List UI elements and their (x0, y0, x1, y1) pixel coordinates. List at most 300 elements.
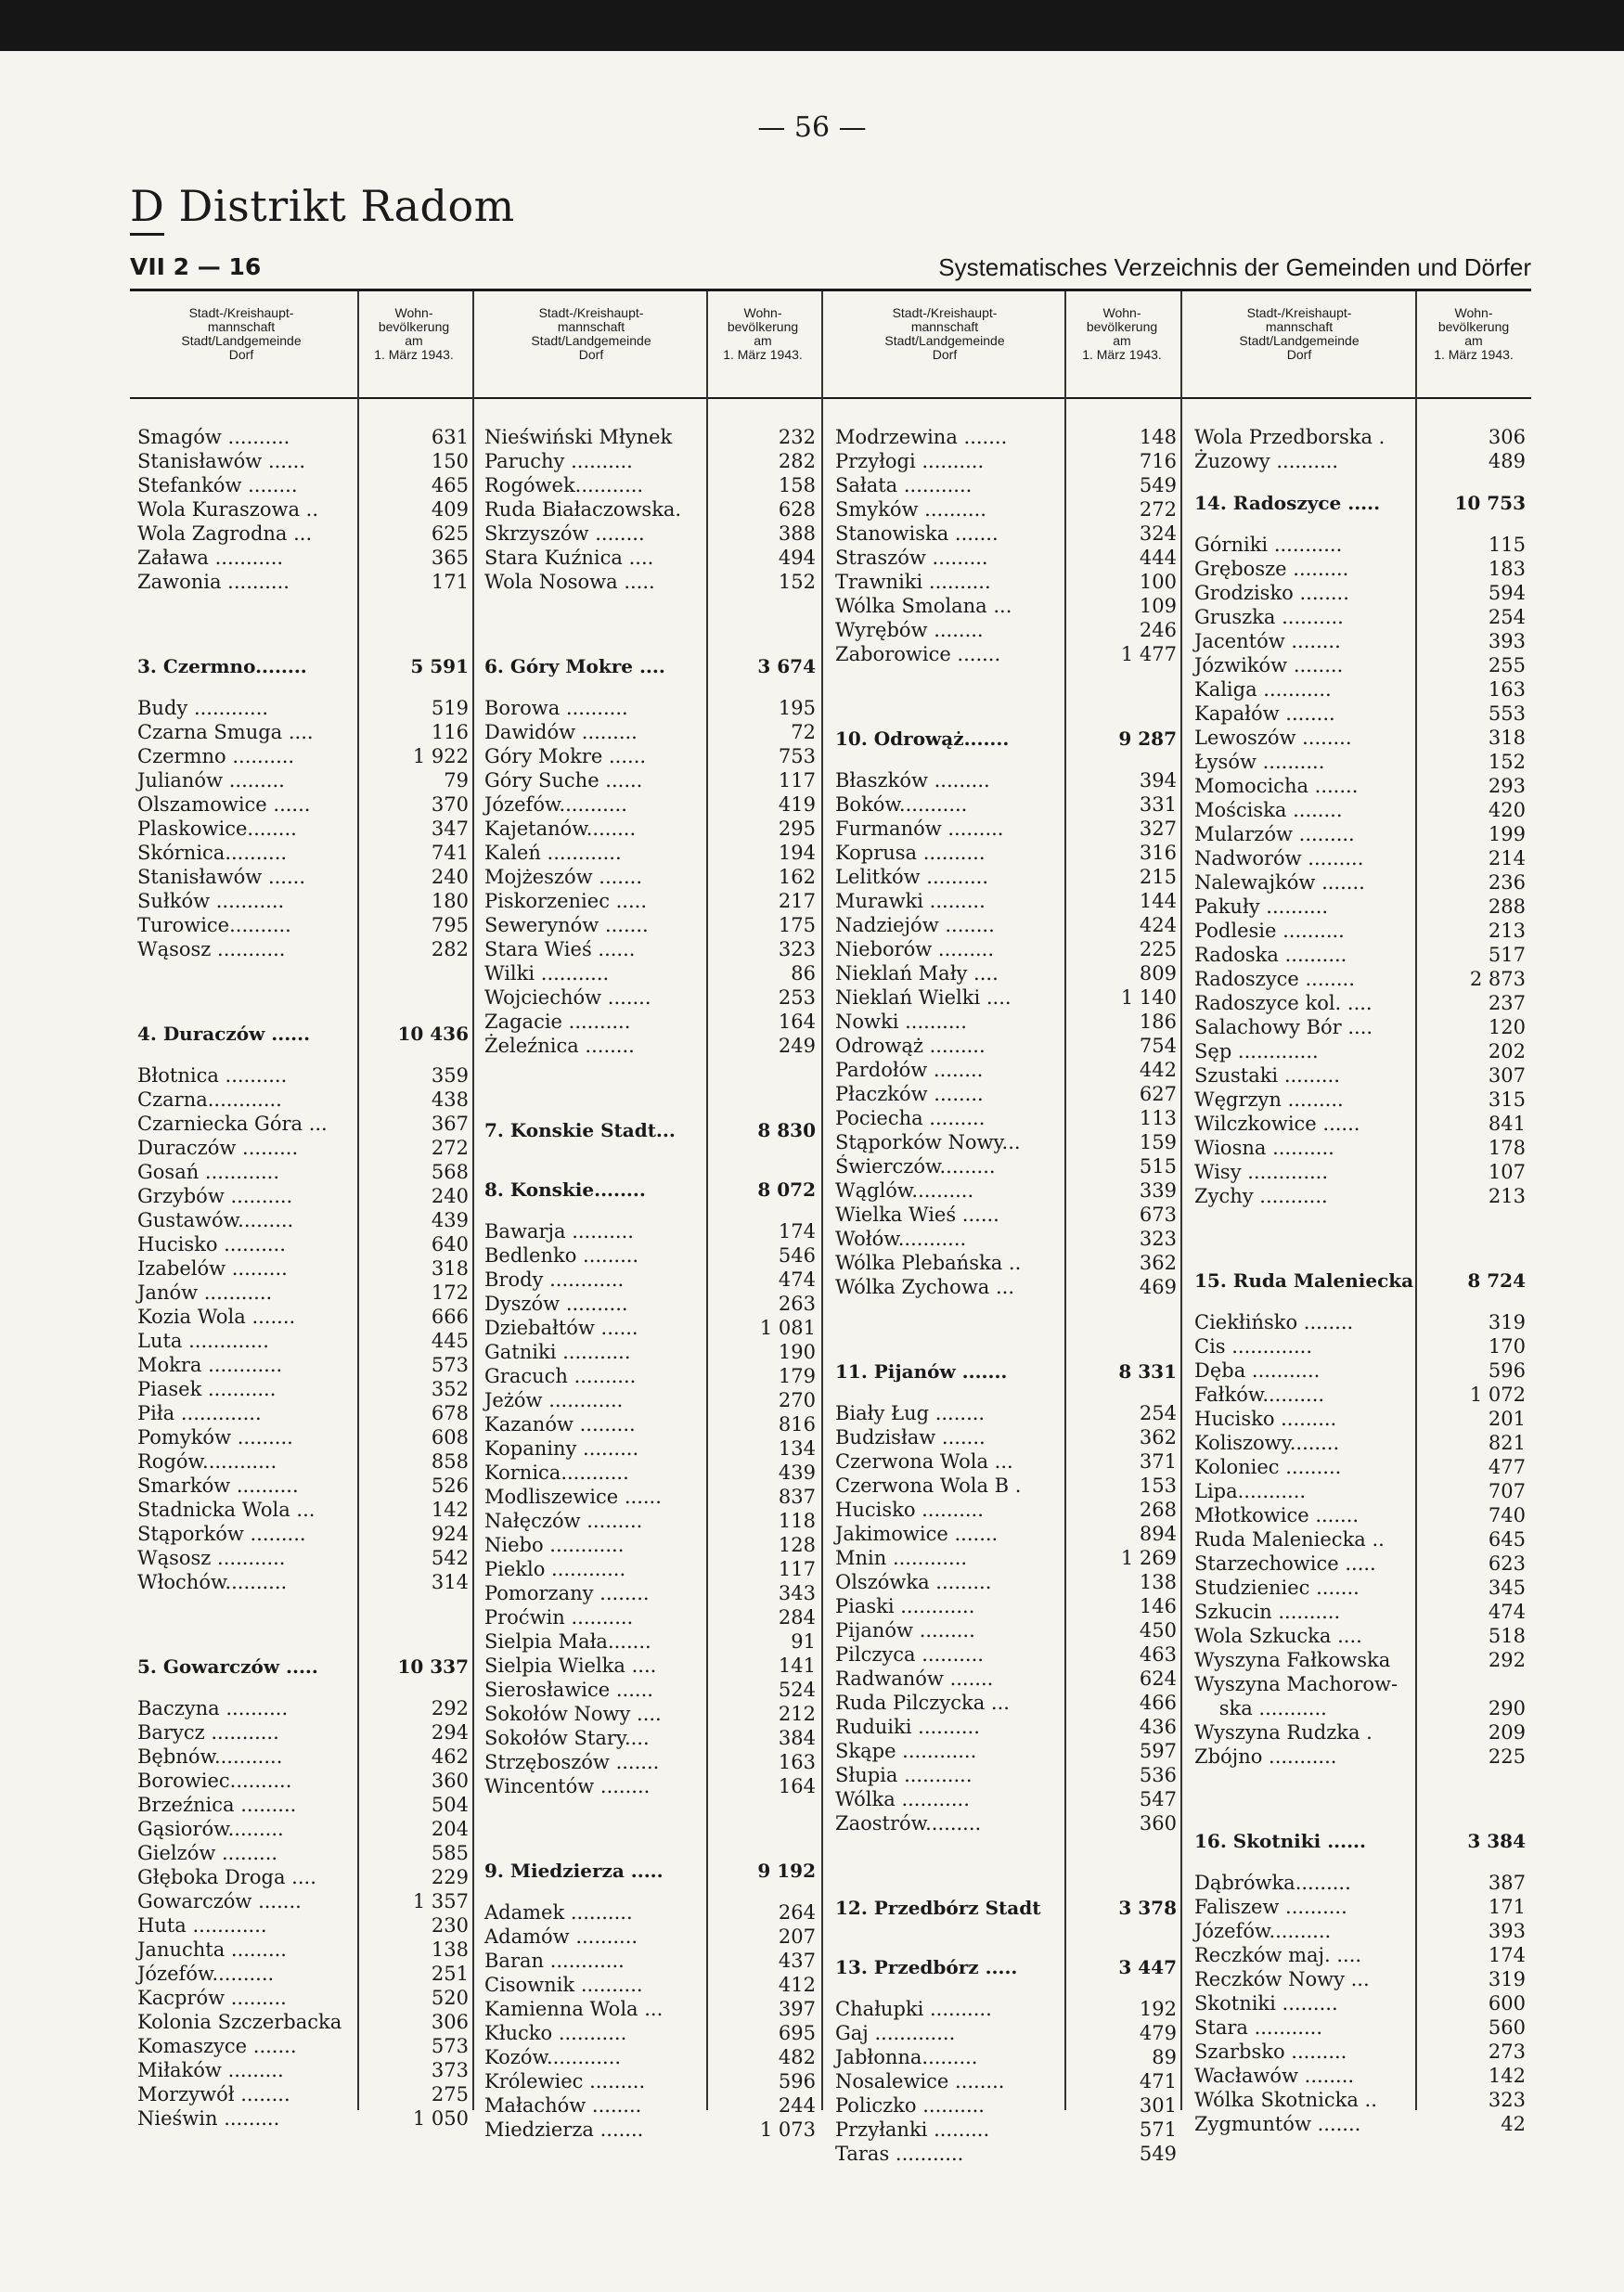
dorf-row (1194, 1358, 1526, 1383)
place-name: Wąsosz ........... (137, 938, 286, 960)
dorf-row (137, 1281, 469, 1305)
place-name: Furmanów ......... (835, 818, 1004, 840)
dorf-row (1194, 1720, 1526, 1745)
place-name: Zaborowice ....... (835, 643, 1001, 665)
dorf-row (484, 1436, 816, 1461)
place-name: Kapałów ........ (1194, 702, 1335, 725)
population-value: 624 (1139, 1667, 1177, 1690)
population-value: 213 (1488, 1185, 1526, 1207)
place-name: Sęp ............. (1194, 1040, 1319, 1062)
place-name: Czarna............ (137, 1088, 282, 1111)
dorf-row (835, 1667, 1177, 1691)
dorf-row (484, 1243, 816, 1268)
dorf-row (1194, 1136, 1526, 1160)
dorf-row (1194, 1479, 1526, 1503)
population-value: 359 (431, 1064, 469, 1087)
population-value: 275 (431, 2083, 469, 2105)
population-value: 479 (1139, 2022, 1177, 2044)
population-value: 150 (431, 450, 469, 472)
population-value: 162 (778, 866, 816, 888)
place-name: Wólka ........... (835, 1788, 970, 1810)
place-name: Wisy ............. (1194, 1161, 1329, 1183)
row-spacer (835, 1835, 1177, 1878)
dorf-row (1194, 1431, 1526, 1455)
place-name: Górniki ........... (1194, 534, 1343, 556)
place-name: Gaj ............. (835, 2022, 956, 2044)
dorf-row (835, 473, 1177, 497)
dorf-row (835, 889, 1177, 913)
population-value: 8 072 (757, 1178, 816, 1201)
place-name: Stąporków Nowy... (835, 1131, 1021, 1153)
dorf-row (835, 1570, 1177, 1594)
place-name: Olszówka ......... (835, 1571, 992, 1593)
place-name: Stanisławów ...... (137, 450, 306, 472)
dorf-row (1194, 991, 1526, 1015)
dorf-row (835, 1642, 1177, 1667)
dorf-row (137, 1088, 469, 1112)
place-name: Żuzowy .......... (1194, 450, 1339, 472)
dorf-row (835, 1251, 1177, 1275)
place-name: Józwików ........ (1194, 654, 1344, 676)
place-name: Wyszyna Fałkowska (1194, 1649, 1391, 1671)
population-value: 171 (431, 571, 469, 593)
dorf-row (484, 937, 816, 961)
place-name: Piła ............. (137, 1402, 262, 1424)
population-value: 9 287 (1118, 728, 1177, 750)
dorf-row (484, 792, 816, 817)
population-value: 753 (778, 745, 816, 767)
place-name: Niebo ............ (484, 1534, 625, 1556)
dorf-row (137, 913, 469, 937)
dorf-row (137, 1498, 469, 1522)
place-name: Radoszyce ........ (1194, 968, 1355, 990)
dorf-row (1194, 1063, 1526, 1088)
place-name: Adamów .......... (484, 1925, 638, 1948)
population-value: 307 (1488, 1064, 1526, 1087)
population-value: 367 (431, 1113, 469, 1135)
population-value: 107 (1488, 1161, 1526, 1183)
population-value: 3 447 (1118, 1956, 1177, 1978)
place-name: Reczków maj. .... (1194, 1944, 1362, 1966)
place-name: Radoska .......... (1194, 944, 1347, 966)
dorf-row (1194, 1991, 1526, 2015)
dorf-row (1194, 1088, 1526, 1112)
dorf-row (1194, 1310, 1526, 1334)
dorf-row (137, 1745, 469, 1769)
population-value: 240 (431, 1185, 469, 1207)
dorf-row (1194, 967, 1526, 991)
place-name: Wólka Skotnicka .. (1194, 2089, 1377, 2111)
population-value: 439 (778, 1461, 816, 1484)
place-name: Góry Suche ...... (484, 769, 643, 792)
population-value: 754 (1139, 1035, 1177, 1057)
place-name: Dawidów ......... (484, 721, 638, 743)
place-name: 5. Gowarczów ..... (137, 1655, 318, 1678)
dorf-row (484, 1629, 816, 1654)
dorf-row (1194, 702, 1526, 726)
population-value: 546 (778, 1244, 816, 1267)
place-name: Borowiec.......... (137, 1770, 292, 1792)
dorf-row (835, 2069, 1177, 2093)
population-value: 471 (1139, 2070, 1177, 2092)
dorf-row (137, 1913, 469, 1938)
population-value: 837 (778, 1486, 816, 1508)
place-name: Rogówek........... (484, 474, 644, 496)
dorf-row (835, 2093, 1177, 2118)
place-name: Stara Wieś ...... (484, 938, 636, 960)
population-value: 463 (1139, 1643, 1177, 1666)
population-value: 42 (1501, 2113, 1526, 2135)
dorf-row (484, 570, 816, 594)
dorf-row (1194, 1527, 1526, 1552)
dorf-row (835, 1997, 1177, 2021)
row-spacer (1194, 1769, 1526, 1811)
dorf-row (484, 1010, 816, 1034)
place-name: Hucisko .......... (835, 1499, 984, 1521)
population-value: 707 (1488, 1480, 1526, 1502)
dorf-row (137, 937, 469, 961)
population-value: 183 (1488, 558, 1526, 580)
dorf-row (1194, 726, 1526, 750)
place-name: Sielpia Mała....... (484, 1630, 651, 1653)
place-name: Jabłonna......... (835, 2046, 978, 2068)
place-name: Łysów .......... (1194, 751, 1325, 773)
dorf-row (484, 497, 816, 521)
dorf-row (1194, 1112, 1526, 1136)
header-place-4: Stadt-/Kreishaupt- mannschaft Stadt/Landgemeinde Dorf (1239, 305, 1360, 362)
dorf-row (835, 1474, 1177, 1498)
entry-column-4 (1194, 425, 1526, 2136)
population-value: 202 (1488, 1040, 1526, 1062)
place-name: Olszamowice ...... (137, 793, 311, 816)
population-value: 526 (431, 1474, 469, 1497)
dorf-row (835, 449, 1177, 473)
population-value: 117 (778, 1558, 816, 1580)
dorf-row (835, 1178, 1177, 1203)
dorf-row (137, 1184, 469, 1208)
place-name: Hucisko .......... (137, 1233, 286, 1255)
row-spacer (835, 1299, 1177, 1342)
population-value: 412 (778, 1974, 816, 1996)
place-name: Reczków Nowy ... (1194, 1968, 1370, 1990)
population-value: 362 (1139, 1426, 1177, 1449)
dorf-row (137, 546, 469, 570)
dorf-row (1194, 1160, 1526, 1184)
dorf-row (484, 961, 816, 985)
dorf-row (137, 1305, 469, 1329)
population-value: 388 (778, 522, 816, 545)
dorf-row (137, 1474, 469, 1498)
dorf-row (835, 937, 1177, 961)
dorf-row (1194, 533, 1526, 557)
population-value: 482 (778, 2046, 816, 2068)
gemeinde-row (484, 1101, 816, 1160)
place-name: Wólka Zychowa ... (835, 1276, 1015, 1298)
population-value: 282 (778, 450, 816, 472)
dorf-row (137, 497, 469, 521)
dorf-row (1194, 2088, 1526, 2112)
dorf-row (835, 2021, 1177, 2045)
row-spacer (137, 1594, 469, 1637)
dorf-row (1194, 1552, 1526, 1576)
place-name: Stąporków ......... (137, 1523, 306, 1545)
population-value: 207 (778, 1925, 816, 1948)
population-value: 360 (431, 1770, 469, 1792)
dorf-row (1194, 449, 1526, 473)
population-value: 295 (778, 818, 816, 840)
dorf-row (1194, 1576, 1526, 1600)
population-value: 288 (1488, 895, 1526, 918)
population-value: 466 (1139, 1692, 1177, 1714)
dorf-row (835, 1425, 1177, 1449)
population-value: 163 (1488, 678, 1526, 701)
population-value: 306 (1488, 426, 1526, 448)
population-value: 194 (778, 842, 816, 864)
dorf-row (484, 1461, 816, 1485)
population-value: 625 (431, 522, 469, 545)
place-name: 16. Skotniki ...... (1194, 1830, 1366, 1852)
population-value: 174 (778, 1220, 816, 1243)
place-name: Odrowąż ......... (835, 1035, 986, 1057)
dorf-row (484, 1774, 816, 1798)
place-name: 14. Radoszyce ..... (1194, 492, 1381, 514)
dorf-row (1194, 919, 1526, 943)
dorf-row (484, 1654, 816, 1678)
dorf-row (484, 546, 816, 570)
population-value: 324 (1139, 522, 1177, 545)
dorf-row (1194, 1600, 1526, 1624)
place-name: Nowki .......... (835, 1011, 967, 1033)
place-name: Wołów........... (835, 1228, 967, 1250)
place-name: Wojciechów ....... (484, 986, 651, 1009)
district-title: Distrikt Radom (178, 181, 515, 231)
dorf-row (484, 1702, 816, 1726)
population-value: 673 (1139, 1204, 1177, 1226)
place-name: Lelitków .......... (835, 866, 989, 888)
place-name: Stadnicka Wola ... (137, 1499, 316, 1521)
place-name: Wiosna .......... (1194, 1137, 1334, 1159)
population-value: 253 (778, 986, 816, 1009)
place-name: Mnin ............ (835, 1547, 968, 1569)
dorf-row (137, 1522, 469, 1546)
place-name: Głęboka Droga .... (137, 1866, 316, 1888)
place-name: Włochów.......... (137, 1571, 288, 1593)
population-value: 293 (1488, 775, 1526, 797)
place-name: Luta ............. (137, 1330, 269, 1352)
dorf-row (484, 720, 816, 744)
place-name: Kaliga ........... (1194, 678, 1332, 701)
place-name: Gatniki ........... (484, 1341, 631, 1363)
place-name: Fałków.......... (1194, 1384, 1325, 1406)
dorf-row (137, 2010, 469, 2034)
place-name: Proćwin .......... (484, 1606, 634, 1629)
population-value: 109 (1139, 595, 1177, 617)
population-value: 439 (431, 1209, 469, 1231)
population-value: 306 (431, 2011, 469, 2033)
population-value: 170 (1488, 1335, 1526, 1358)
population-value: 384 (778, 1727, 816, 1749)
place-name: Józefów........... (484, 793, 627, 816)
place-name: Dziebałtów ...... (484, 1317, 638, 1339)
population-value: 596 (778, 2070, 816, 2092)
place-name: Wyszyna Rudzka . (1194, 1721, 1373, 1744)
dorf-row (1194, 1919, 1526, 1943)
place-name: 7. Konskie Stadt... (484, 1119, 676, 1141)
population-value: 254 (1139, 1402, 1177, 1424)
population-value: 741 (431, 842, 469, 864)
header-pop-3: Wohn- bevölkerung am 1. März 1943. (1082, 305, 1162, 362)
population-value: 594 (1488, 582, 1526, 604)
population-value: 138 (1139, 1571, 1177, 1593)
place-name: Skrzyszów ........ (484, 522, 645, 545)
dorf-row (137, 1696, 469, 1720)
population-value: 186 (1139, 1011, 1177, 1033)
place-name: Czerwona Wola ... (835, 1450, 1013, 1473)
dorf-row (137, 1546, 469, 1570)
population-value: 352 (431, 1378, 469, 1400)
place-name: Barycz ........... (137, 1721, 279, 1744)
dorf-row (137, 2058, 469, 2082)
population-value: 409 (431, 498, 469, 521)
dorf-row (835, 1154, 1177, 1178)
dorf-row (137, 1063, 469, 1088)
population-value: 113 (1139, 1107, 1177, 1129)
dorf-row (835, 1498, 1177, 1522)
dorf-row (835, 817, 1177, 841)
population-value: 152 (1488, 751, 1526, 773)
gemeinde-row (1194, 473, 1526, 533)
place-name: Wola Kuraszowa .. (137, 498, 319, 521)
place-name: Skórnica.......... (137, 842, 288, 864)
place-name: Sielpia Wielka .... (484, 1655, 657, 1677)
population-value: 264 (778, 1901, 816, 1924)
dorf-row (137, 1570, 469, 1594)
header-place-2: Stadt-/Kreishaupt- mannschaft Stadt/Landgemeinde Dorf (531, 305, 651, 362)
dorf-row (835, 1010, 1177, 1034)
population-value: 608 (431, 1426, 469, 1449)
place-name: Nadziejów ........ (835, 914, 995, 936)
dorf-row (484, 2118, 816, 2142)
place-name: Miłaków ......... (137, 2059, 284, 2081)
dorf-row (835, 642, 1177, 666)
dorf-row (137, 1401, 469, 1425)
place-name: Modrzewina ....... (835, 426, 1008, 448)
population-value: 442 (1139, 1059, 1177, 1081)
dorf-row (835, 792, 1177, 817)
population-value: 436 (1139, 1716, 1177, 1738)
header-pop-2: Wohn- bevölkerung am 1. März 1943. (723, 305, 803, 362)
place-name: Budzisław ....... (835, 1426, 986, 1449)
population-value: 393 (1488, 1920, 1526, 1942)
place-name: Kozia Wola ....... (137, 1306, 296, 1328)
population-value: 172 (431, 1281, 469, 1304)
place-name: Cis ............. (1194, 1335, 1313, 1358)
population-value: 474 (1488, 1601, 1526, 1623)
place-name: Radwanów ....... (835, 1667, 994, 1690)
dorf-row (484, 1388, 816, 1412)
population-value: 229 (431, 1866, 469, 1888)
population-value: 1 357 (412, 1890, 469, 1912)
place-name: Kozów............ (484, 2046, 622, 2068)
place-name: Duraczów ......... (137, 1137, 299, 1159)
dorf-row (835, 1203, 1177, 1227)
place-name: Kłucko ........... (484, 2022, 627, 2044)
place-name: Mojżeszów ....... (484, 866, 643, 888)
population-value: 225 (1488, 1745, 1526, 1768)
population-value: 138 (431, 1938, 469, 1961)
dorf-row (1194, 1943, 1526, 1967)
population-value: 393 (1488, 630, 1526, 652)
population-value: 573 (431, 1354, 469, 1376)
dorf-row (137, 744, 469, 768)
population-value: 215 (1139, 866, 1177, 888)
population-value: 214 (1488, 847, 1526, 869)
place-name: Pardołów ........ (835, 1059, 984, 1081)
place-name: Baran ............ (484, 1950, 625, 1972)
place-name: Kaleń ............ (484, 842, 622, 864)
population-value: 858 (431, 1450, 469, 1473)
population-value: 1 081 (759, 1317, 816, 1339)
population-value: 232 (778, 426, 816, 448)
place-name: Grodzisko ........ (1194, 582, 1349, 604)
dorf-row (484, 1034, 816, 1058)
population-value: 465 (431, 474, 469, 496)
place-name: Kopaniny ......... (484, 1437, 639, 1460)
district-heading (130, 181, 515, 236)
population-value: 100 (1139, 571, 1177, 593)
place-name: Szarbsko ......... (1194, 2041, 1347, 2063)
population-value: 142 (431, 1499, 469, 1521)
population-value: 795 (431, 914, 469, 936)
population-value: 118 (778, 1510, 816, 1532)
dorf-row (1194, 1383, 1526, 1407)
population-value: 120 (1488, 1016, 1526, 1038)
place-name: Czermno .......... (137, 745, 295, 767)
population-value: 347 (431, 818, 469, 840)
gemeinde-row (484, 637, 816, 696)
place-name: Turowice.......... (137, 914, 291, 936)
row-spacer (835, 666, 1177, 709)
dorf-row (835, 1130, 1177, 1154)
population-value: 249 (778, 1035, 816, 1057)
population-value: 623 (1488, 1552, 1526, 1575)
place-name: Lewoszów ........ (1194, 727, 1352, 749)
dorf-row (1194, 1672, 1526, 1720)
population-value: 174 (1488, 1944, 1526, 1966)
population-value: 343 (778, 1582, 816, 1604)
gemeinde-row (1194, 1251, 1526, 1310)
header-place-3: Stadt-/Kreishaupt- mannschaft Stadt/Landgemeinde Dorf (884, 305, 1005, 362)
population-value: 678 (431, 1402, 469, 1424)
place-name: Zychy ........... (1194, 1185, 1328, 1207)
dorf-row (137, 1769, 469, 1793)
population-value: 1 073 (759, 2118, 816, 2141)
place-name: Studzieniec ....... (1194, 1577, 1360, 1599)
dorf-row (1194, 750, 1526, 774)
place-name: Szkucin .......... (1194, 1601, 1341, 1623)
dorf-row (484, 865, 816, 889)
population-value: 809 (1139, 962, 1177, 985)
population-value: 520 (431, 1987, 469, 2009)
place-name: 13. Przedbórz ..... (835, 1956, 1018, 1978)
population-value: 3 378 (1118, 1897, 1177, 1919)
dorf-row (1194, 677, 1526, 702)
place-name: Faliszew .......... (1194, 1896, 1347, 1918)
place-name: Nieklań Mały .... (835, 962, 999, 985)
place-name: 6. Góry Mokre .... (484, 655, 665, 677)
place-name: Pomyków ......... (137, 1426, 293, 1449)
population-value: 212 (778, 1703, 816, 1725)
